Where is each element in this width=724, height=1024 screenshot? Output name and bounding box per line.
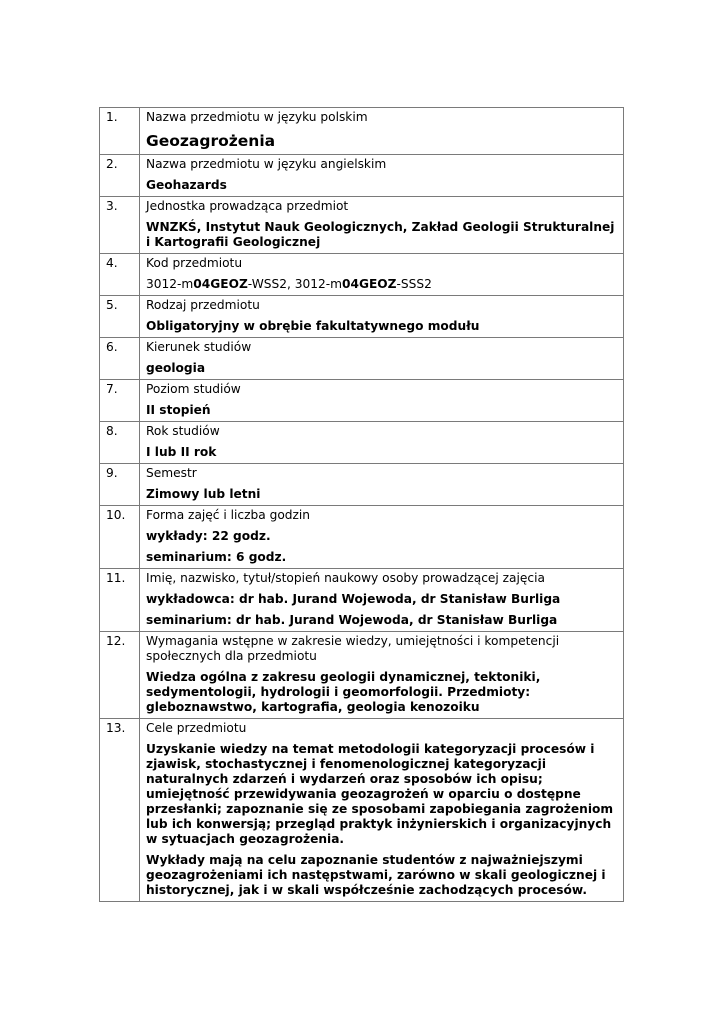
prerequisites: Wiedza ogólna z zakresu geologii dynamicznej, tektoniki, sedymentologii, hydrologii i geomorfologii. Przedmioty: gleboznawstwo, kartografia, geologia kenozoiku [146,670,541,714]
row-content [140,380,624,422]
table-row [100,422,624,464]
lecture-objectives: Wykłady mają na celu zapoznanie studentów z najważniejszymi geozagrożeniami ich następstwami, zarówno w skali geologicznej i historycznej, jak i w skali współcześnie zachodzących procesów. [146,853,606,897]
field-label: Kod przedmiotu [146,256,243,270]
row-content [140,464,624,506]
year-of-study: I lub II rok [146,445,217,459]
row-content [140,254,624,296]
table-row [100,338,624,380]
row-number: 5. [100,296,140,338]
table-row [100,108,624,155]
field-label: Rodzaj przedmiotu [146,298,260,312]
field-label: Semestr [146,466,197,480]
row-content [140,155,624,197]
course-code-part: 04GEOZ [342,277,397,291]
table-row [100,506,624,569]
row-content [140,506,624,569]
field-label: Imię, nazwisko, tytuł/stopień naukowy osoby prowadzącej zajęcia [146,571,545,585]
table-row [100,296,624,338]
seminar-hours: seminarium: 6 godz. [146,550,287,564]
row-number: 12. [100,632,140,719]
table-row [100,380,624,422]
course-name-english: Geohazards [146,178,227,192]
row-number: 3. [100,197,140,254]
row-number: 8. [100,422,140,464]
table-row [100,464,624,506]
study-level: II stopień [146,403,211,417]
table-row [100,632,624,719]
row-number: 6. [100,338,140,380]
course-type: Obligatoryjny w obrębie fakultatywnego modułu [146,319,480,333]
field-label: Kierunek studiów [146,340,252,354]
row-content [140,338,624,380]
row-number: 10. [100,506,140,569]
field-label: Rok studiów [146,424,220,438]
row-content [140,569,624,632]
row-number: 11. [100,569,140,632]
row-content [140,197,624,254]
field-label: Nazwa przedmiotu w języku polskim [146,110,368,124]
course-objectives: Uzyskanie wiedzy na temat metodologii kategoryzacji procesów i zjawisk, stochastycznej i fenomenologicznej kategoryzacji naturalnych zdarzeń i wydarzeń oraz sposobów ich opisu; umiejętność przewidywania geozagrożeń w oparciu o dostępne przesłanki; zapoznanie się ze sposobami zapobiegania zagrożeniom lub ich konwersją; przegląd praktyk inżynierskich i organizacyjnych w sytuacjach geozagrożenia. [146,742,614,846]
course-code-part: 3012-m [146,277,194,291]
semester: Zimowy lub letni [146,487,261,501]
field-label: Forma zajęć i liczba godzin [146,508,311,522]
table-row [100,719,624,902]
course-code-part: -WSS2, 3012-m [247,277,343,291]
course-code [146,277,617,292]
row-content [140,632,624,719]
lecturers: wykładowca: dr hab. Jurand Wojewoda, dr Stanisław Burliga [146,592,561,606]
row-number: 2. [100,155,140,197]
field-label: Wymagania wstępne w zakresie wiedzy, umiejętności i kompetencji społecznych dla przedmiotu [146,634,560,663]
field-of-study: geologia [146,361,206,375]
course-syllabus-table [99,107,624,902]
course-code-part: -SSS2 [396,277,432,291]
row-number: 9. [100,464,140,506]
course-code-part: 04GEOZ [193,277,248,291]
row-number: 4. [100,254,140,296]
row-number: 1. [100,108,140,155]
teaching-unit: WNZKŚ, Instytut Nauk Geologicznych, Zakład Geologii Strukturalnej i Kartografii Geologicznej [146,220,615,249]
row-content [140,719,624,902]
row-content [140,108,624,155]
seminar-leaders: seminarium: dr hab. Jurand Wojewoda, dr Stanisław Burliga [146,613,558,627]
table-row [100,569,624,632]
row-number: 13. [100,719,140,902]
course-name-polish: Geozagrożenia [146,132,276,150]
field-label: Cele przedmiotu [146,721,247,735]
row-number: 7. [100,380,140,422]
field-label: Jednostka prowadząca przedmiot [146,199,349,213]
lecture-hours: wykłady: 22 godz. [146,529,271,543]
table-row [100,254,624,296]
row-content [140,296,624,338]
field-label: Nazwa przedmiotu w języku angielskim [146,157,387,171]
row-content [140,422,624,464]
field-label: Poziom studiów [146,382,241,396]
table-row [100,197,624,254]
table-row [100,155,624,197]
